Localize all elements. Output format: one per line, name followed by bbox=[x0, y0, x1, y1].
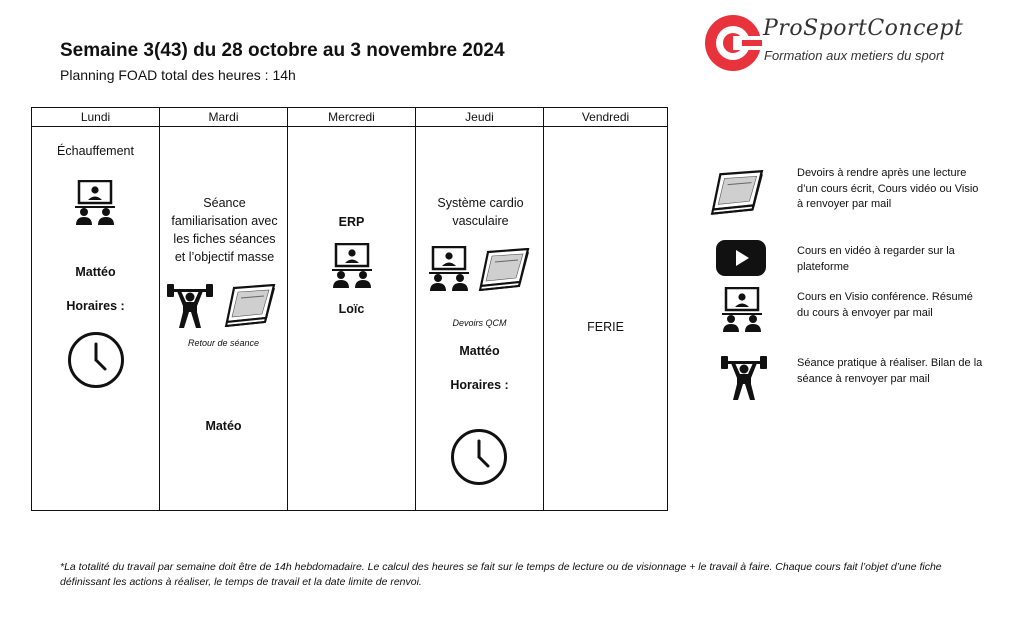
day-header-vendredi: Vendredi bbox=[544, 108, 667, 127]
videoconference-icon bbox=[329, 243, 375, 289]
column-vendredi bbox=[544, 108, 667, 510]
jeudi-hours-label: Horaires : bbox=[450, 378, 509, 392]
page-title: Semaine 3(43) du 28 octobre au 3 novembre 2024 bbox=[60, 40, 505, 61]
legend-practice-text: Séance pratique à réaliser. Bilan de la séance à renvoyer par mail bbox=[797, 357, 983, 385]
day-header-mercredi: Mercredi bbox=[288, 108, 415, 127]
lundi-trainer: Mattéo bbox=[75, 265, 116, 279]
jeudi-note: Devoirs QCM bbox=[452, 318, 507, 328]
mardi-note: Retour de séance bbox=[187, 338, 260, 348]
column-jeudi bbox=[416, 108, 544, 510]
prosportconcept-logo-icon bbox=[704, 14, 762, 72]
weekly-schedule bbox=[31, 107, 668, 511]
jeudi-trainer: Mattéo bbox=[459, 344, 500, 358]
videoconference-icon bbox=[426, 246, 472, 292]
footnote: *La totalité du travail par semaine doit être de 14h hebdomadaire. Le calcul des heures se fait sur le temps de lecture ou de visionnage + le travail à faire. Chaque cours fait l’objet d’une fiche définissant les actions à réaliser, le temps de travail et la date limite de renvoi. bbox=[60, 561, 942, 588]
mercredi-trainer: Loïc bbox=[338, 302, 365, 316]
column-mercredi bbox=[288, 108, 416, 510]
logo-name: ProSportConcept bbox=[763, 16, 964, 41]
weightlifting-icon bbox=[167, 280, 213, 330]
mardi-trainer: Matéo bbox=[205, 419, 242, 433]
legend-youtube-text: Cours en vidéo à regarder sur la plateforme bbox=[797, 245, 955, 273]
legend-visio-text: Cours en Visio conférence. Résumé du cours à envoyer par mail bbox=[797, 291, 973, 319]
day-header-mardi: Mardi bbox=[160, 108, 287, 127]
jeudi-activity: Système cardio vasculaire bbox=[437, 196, 524, 228]
videoconference-icon bbox=[719, 287, 765, 333]
day-header-jeudi: Jeudi bbox=[416, 108, 543, 127]
lundi-activity: Échauffement bbox=[57, 144, 134, 158]
book-icon bbox=[710, 170, 766, 218]
lundi-hours-label: Horaires : bbox=[66, 299, 125, 313]
book-icon bbox=[224, 284, 278, 330]
weightlifting-icon bbox=[721, 352, 767, 402]
page-subtitle: Planning FOAD total des heures : 14h bbox=[60, 67, 296, 83]
mercredi-activity: ERP bbox=[338, 215, 365, 229]
clock-icon bbox=[67, 331, 125, 389]
videoconference-icon bbox=[72, 180, 118, 226]
day-header-lundi: Lundi bbox=[32, 108, 159, 127]
book-icon bbox=[478, 248, 532, 294]
vendredi-status: FERIE bbox=[587, 320, 624, 334]
clock-icon bbox=[450, 428, 508, 486]
logo-tagline: Formation aux metiers du sport bbox=[764, 48, 944, 63]
column-lundi bbox=[32, 108, 160, 510]
legend-book-text: Devoirs à rendre après une lecture d’un cours écrit, Cours vidéo ou Visio à renvoyer par mail bbox=[797, 167, 979, 210]
youtube-icon bbox=[716, 240, 766, 276]
mardi-activity: Séance familiarisation avec les fiches séances et l’objectif masse bbox=[171, 196, 278, 264]
column-mardi bbox=[160, 108, 288, 510]
